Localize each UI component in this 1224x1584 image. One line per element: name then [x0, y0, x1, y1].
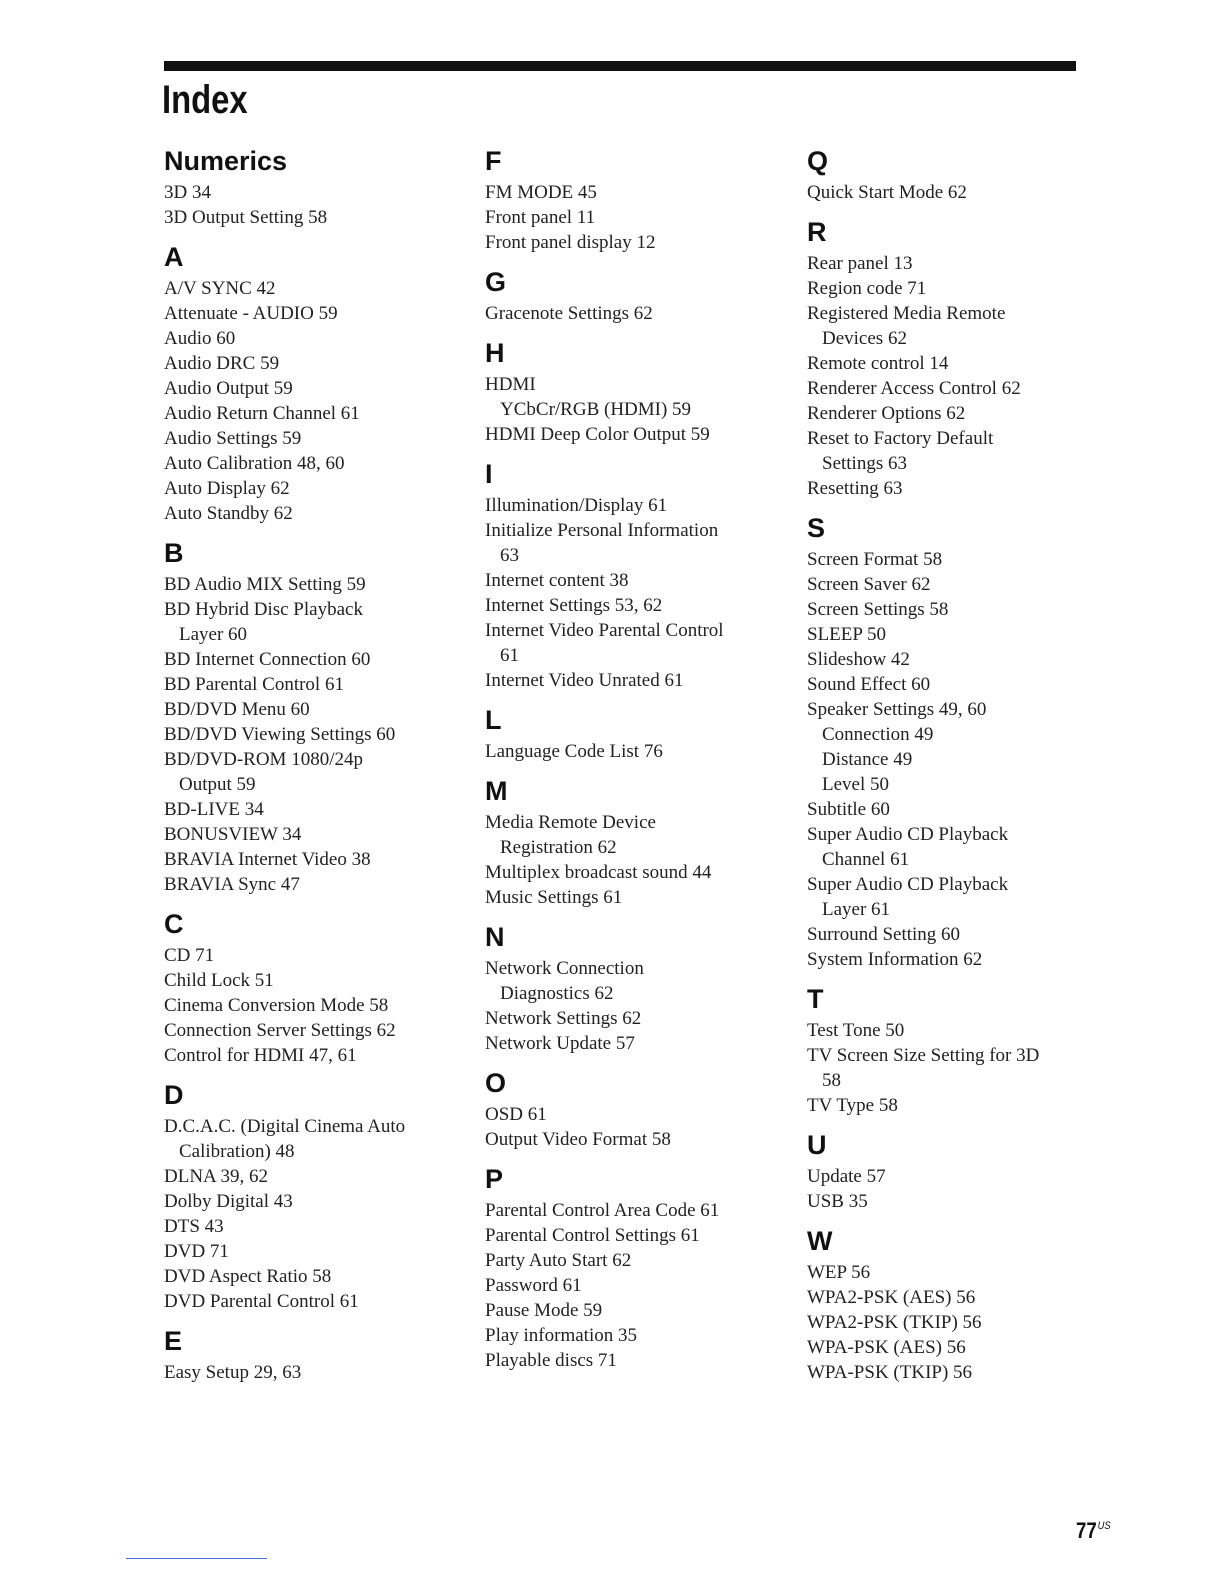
index-entry: D.C.A.C. (Digital Cinema Auto — [164, 1116, 406, 1137]
index-section — [807, 984, 1107, 1118]
entry-list — [807, 547, 1107, 972]
index-entry: Front panel display 12 — [485, 232, 656, 253]
entry-list — [485, 1198, 785, 1373]
index-entry: Multiplex broadcast sound 44 — [485, 862, 712, 883]
index-entry: Network Settings 62 — [485, 1008, 642, 1029]
index-entry: Screen Format 58 — [807, 549, 943, 570]
index-entry: Playable discs 71 — [485, 1350, 617, 1371]
index-entry-continuation: Layer 60 — [179, 624, 248, 645]
index-entry: Output Video Format 58 — [485, 1129, 671, 1150]
index-entry: Easy Setup 29, 63 — [164, 1362, 302, 1383]
page-number-value: 77 — [1076, 1518, 1097, 1543]
section-heading: N — [485, 922, 505, 952]
section-heading: R — [807, 217, 827, 247]
index-entry-continuation: Registration 62 — [500, 837, 617, 858]
index-entry: 3D 34 — [164, 182, 211, 203]
section-heading: H — [485, 338, 505, 368]
index-section — [485, 267, 785, 326]
index-entry: Quick Start Mode 62 — [807, 182, 967, 203]
index-entry: Internet content 38 — [485, 570, 629, 591]
section-heading: D — [164, 1080, 184, 1110]
index-entry: Registered Media Remote — [807, 303, 1006, 324]
index-entry-continuation: Settings 63 — [822, 453, 907, 474]
index-section — [485, 146, 785, 255]
index-entry: OSD 61 — [485, 1104, 547, 1125]
entry-list — [485, 810, 785, 910]
page-title: Index — [162, 78, 248, 122]
index-entry: DVD Parental Control 61 — [164, 1291, 359, 1312]
entry-list — [164, 276, 464, 526]
section-heading: Q — [807, 146, 829, 176]
index-entry: Parental Control Area Code 61 — [485, 1200, 720, 1221]
index-section — [164, 242, 464, 526]
entry-list — [164, 572, 464, 897]
index-entry: BRAVIA Sync 47 — [164, 874, 300, 895]
index-entry: SLEEP 50 — [807, 624, 886, 645]
index-section — [485, 705, 785, 764]
index-entry: HDMI — [485, 374, 536, 395]
index-entry: Network Connection — [485, 958, 644, 979]
page-number-suffix: US — [1097, 1520, 1111, 1532]
index-entry: Resetting 63 — [807, 478, 903, 499]
entry-list — [485, 739, 785, 764]
index-section — [164, 538, 464, 897]
title-rule — [164, 61, 1076, 71]
index-entry: DTS 43 — [164, 1216, 224, 1237]
index-section — [807, 146, 1107, 205]
section-heading: E — [164, 1326, 183, 1356]
index-entry: TV Screen Size Setting for 3D — [807, 1045, 1040, 1066]
index-entry: Password 61 — [485, 1275, 582, 1296]
index-entry: BD Hybrid Disc Playback — [164, 599, 363, 620]
index-section — [807, 217, 1107, 501]
index-entry: Screen Settings 58 — [807, 599, 949, 620]
index-entry: Test Tone 50 — [807, 1020, 905, 1041]
index-section — [485, 459, 785, 693]
section-heading: F — [485, 146, 502, 176]
index-entry: Renderer Options 62 — [807, 403, 966, 424]
index-entry: Auto Display 62 — [164, 478, 290, 499]
index-entry: Party Auto Start 62 — [485, 1250, 632, 1271]
entry-list — [807, 251, 1107, 501]
index-column-3 — [807, 146, 1107, 1397]
index-entry: Audio 60 — [164, 328, 236, 349]
index-entry: Update 57 — [807, 1166, 886, 1187]
section-heading: P — [485, 1164, 504, 1194]
index-entry: WPA-PSK (AES) 56 — [807, 1337, 966, 1358]
index-entry: WEP 56 — [807, 1262, 871, 1283]
index-entry: BD/DVD Viewing Settings 60 — [164, 724, 396, 745]
index-entry: 3D Output Setting 58 — [164, 207, 328, 228]
index-entry: Auto Calibration 48, 60 — [164, 453, 345, 474]
index-entry: Control for HDMI 47, 61 — [164, 1045, 357, 1066]
entry-list — [485, 180, 785, 255]
index-entry: Subtitle 60 — [807, 799, 890, 820]
index-entry: WPA-PSK (TKIP) 56 — [807, 1362, 973, 1383]
index-entry: BD/DVD Menu 60 — [164, 699, 310, 720]
index-entry-continuation: Distance 49 — [822, 749, 913, 770]
section-heading: B — [164, 538, 184, 568]
index-entry: WPA2-PSK (TKIP) 56 — [807, 1312, 982, 1333]
index-section — [164, 1080, 464, 1314]
index-entry: BD Parental Control 61 — [164, 674, 344, 695]
index-entry: Audio Settings 59 — [164, 428, 302, 449]
section-heading: M — [485, 776, 508, 806]
entry-list — [485, 1102, 785, 1152]
index-section — [485, 922, 785, 1056]
section-heading: W — [807, 1226, 833, 1256]
index-section — [164, 909, 464, 1068]
entry-list — [807, 1164, 1107, 1214]
index-entry: Front panel 11 — [485, 207, 596, 228]
index-entry: Reset to Factory Default — [807, 428, 994, 449]
index-entry: Initialize Personal Information — [485, 520, 719, 541]
index-section — [164, 146, 464, 230]
entry-list — [485, 493, 785, 693]
bottom-link-line — [126, 1558, 267, 1559]
index-entry-continuation: 61 — [500, 645, 519, 666]
index-entry: BONUSVIEW 34 — [164, 824, 302, 845]
index-entry: Region code 71 — [807, 278, 927, 299]
index-entry: Internet Video Unrated 61 — [485, 670, 684, 691]
index-entry: CD 71 — [164, 945, 215, 966]
section-heading: S — [807, 513, 826, 543]
index-entry: WPA2-PSK (AES) 56 — [807, 1287, 976, 1308]
index-entry: Media Remote Device — [485, 812, 656, 833]
index-entry: A/V SYNC 42 — [164, 278, 276, 299]
entry-list — [164, 1114, 464, 1314]
index-entry: TV Type 58 — [807, 1095, 898, 1116]
index-section — [807, 1130, 1107, 1214]
section-heading: A — [164, 242, 184, 272]
index-entry: BRAVIA Internet Video 38 — [164, 849, 371, 870]
index-column-2 — [485, 146, 785, 1385]
index-entry: DLNA 39, 62 — [164, 1166, 268, 1187]
index-entry: FM MODE 45 — [485, 182, 597, 203]
index-section — [485, 776, 785, 910]
index-entry: Child Lock 51 — [164, 970, 274, 991]
index-entry: Play information 35 — [485, 1325, 637, 1346]
index-entry-continuation: Connection 49 — [822, 724, 934, 745]
index-entry: Slideshow 42 — [807, 649, 910, 670]
entry-list — [485, 301, 785, 326]
index-entry: HDMI Deep Color Output 59 — [485, 424, 710, 445]
index-entry: DVD 71 — [164, 1241, 229, 1262]
index-entry-continuation: Calibration) 48 — [179, 1141, 295, 1162]
entry-list — [807, 1260, 1107, 1385]
index-entry: Parental Control Settings 61 — [485, 1225, 700, 1246]
index-entry: Pause Mode 59 — [485, 1300, 603, 1321]
index-entry-continuation: Channel 61 — [822, 849, 910, 870]
index-entry: Speaker Settings 49, 60 — [807, 699, 987, 720]
index-section — [485, 338, 785, 447]
index-entry: BD/DVD-ROM 1080/24p — [164, 749, 363, 770]
index-entry: Gracenote Settings 62 — [485, 303, 653, 324]
index-entry: Illumination/Display 61 — [485, 495, 668, 516]
index-entry: Music Settings 61 — [485, 887, 623, 908]
entry-list — [807, 1018, 1107, 1118]
section-heading: U — [807, 1130, 827, 1160]
index-section — [485, 1164, 785, 1373]
entry-list — [485, 372, 785, 447]
index-section — [485, 1068, 785, 1152]
index-entry-continuation: 63 — [500, 545, 519, 566]
index-entry: Network Update 57 — [485, 1033, 635, 1054]
index-entry: Super Audio CD Playback — [807, 824, 1009, 845]
index-entry: System Information 62 — [807, 949, 983, 970]
index-entry: BD Internet Connection 60 — [164, 649, 371, 670]
index-section — [164, 1326, 464, 1385]
entry-list — [807, 180, 1107, 205]
entry-list — [164, 180, 464, 230]
index-entry: Language Code List 76 — [485, 741, 663, 762]
index-entry-continuation: Devices 62 — [822, 328, 907, 349]
index-column-1 — [164, 146, 464, 1397]
index-entry: Internet Settings 53, 62 — [485, 595, 663, 616]
index-entry: BD-LIVE 34 — [164, 799, 264, 820]
index-entry: BD Audio MIX Setting 59 — [164, 574, 366, 595]
index-entry-continuation: Diagnostics 62 — [500, 983, 614, 1004]
index-entry-continuation: 58 — [822, 1070, 841, 1091]
entry-list — [164, 1360, 464, 1385]
section-heading: O — [485, 1068, 507, 1098]
index-entry: Renderer Access Control 62 — [807, 378, 1021, 399]
entry-list — [164, 943, 464, 1068]
index-entry: Audio Output 59 — [164, 378, 293, 399]
index-entry: Attenuate - AUDIO 59 — [164, 303, 338, 324]
section-heading: Numerics — [164, 146, 288, 176]
index-entry: Audio Return Channel 61 — [164, 403, 360, 424]
index-entry-continuation: Level 50 — [822, 774, 890, 795]
index-entry-continuation: Layer 61 — [822, 899, 891, 920]
section-heading: C — [164, 909, 184, 939]
index-entry: Dolby Digital 43 — [164, 1191, 293, 1212]
index-entry: Internet Video Parental Control — [485, 620, 724, 641]
index-entry: Surround Setting 60 — [807, 924, 961, 945]
section-heading: G — [485, 267, 507, 297]
index-entry: Audio DRC 59 — [164, 353, 280, 374]
index-entry: Remote control 14 — [807, 353, 949, 374]
index-entry: Sound Effect 60 — [807, 674, 931, 695]
index-entry-continuation: Output 59 — [179, 774, 256, 795]
index-entry: USB 35 — [807, 1191, 868, 1212]
index-section — [807, 1226, 1107, 1385]
index-entry: Auto Standby 62 — [164, 503, 293, 524]
entry-list — [485, 956, 785, 1056]
index-entry: Rear panel 13 — [807, 253, 913, 274]
index-section — [807, 513, 1107, 972]
index-entry: Super Audio CD Playback — [807, 874, 1009, 895]
index-entry-continuation: YCbCr/RGB (HDMI) 59 — [500, 399, 692, 420]
index-entry: Screen Saver 62 — [807, 574, 931, 595]
index-entry: Cinema Conversion Mode 58 — [164, 995, 389, 1016]
page-number — [1076, 1518, 1111, 1544]
section-heading: L — [485, 705, 502, 735]
section-heading: T — [807, 984, 824, 1014]
index-entry: DVD Aspect Ratio 58 — [164, 1266, 332, 1287]
section-heading: I — [485, 459, 493, 489]
index-entry: Connection Server Settings 62 — [164, 1020, 396, 1041]
